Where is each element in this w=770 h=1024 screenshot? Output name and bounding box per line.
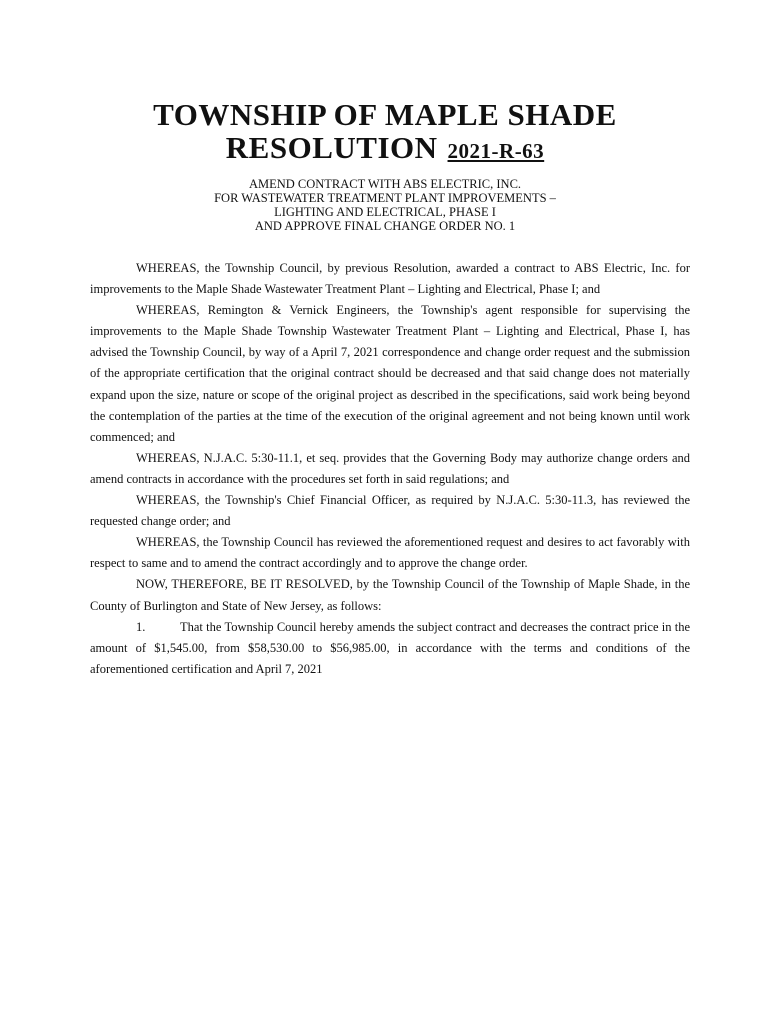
numbered-item-1 <box>90 617 690 680</box>
resolution-title-text: RESOLUTION <box>225 130 438 165</box>
resolution-title <box>0 131 770 168</box>
item-number: 1. <box>136 619 146 634</box>
subject-line: AND APPROVE FINAL CHANGE ORDER NO. 1 <box>254 219 516 233</box>
resolution-number: 2021-R-63 <box>447 139 545 163</box>
subject-line: LIGHTING AND ELECTRICAL, PHASE I <box>274 205 496 219</box>
resolved-paragraph: NOW, THEREFORE, BE IT RESOLVED, by the Township Council of the Township of Maple Shade, in the County of Burlington and State of New Jersey, as follows: <box>90 577 690 613</box>
resolution-body <box>90 258 690 680</box>
township-title <box>0 98 770 132</box>
whereas-paragraph-council: WHEREAS, the Township Council has reviewed the aforementioned request and desires to act favorably with respect to same and to amend the contract accordingly and to approve the change order. <box>90 535 690 571</box>
subject-line: FOR WASTEWATER TREATMENT PLANT IMPROVEMENTS – <box>214 191 556 205</box>
whereas-paragraph-award: WHEREAS, the Township Council, by previous Resolution, awarded a contract to ABS Electric, Inc. for improvements to the Maple Shade Wastewater Treatment Plant – Lighting and Electrical, Phase I; and <box>90 261 690 297</box>
township-title-text: TOWNSHIP OF MAPLE SHADE <box>153 97 617 132</box>
whereas-paragraph-njac: WHEREAS, N.J.A.C. 5:30-11.1, et seq. provides that the Governing Body may authorize change orders and amend contracts in accordance with the procedures set forth in said regulations; and <box>90 450 690 486</box>
whereas-paragraph-engineers: WHEREAS, Remington & Vernick Engineers, the Township's agent responsible for supervising the improvements to the Maple Shade Township Wastewater Treatment Plant – Lighting and Electrical, Phase I, has advised the Township Council, by way of a April 7, 2021 correspondence and change order request and the submission of the appropriate certification that the original contract should be decreased and that said change does not materially expand upon the size, nature or scope of the original project as described in the specifications, said work being beyond the contemplation of the parties at the time of the execution of the original agreement and not being known until work commenced; and <box>90 303 690 444</box>
subject-line: AMEND CONTRACT WITH ABS ELECTRIC, INC. <box>248 177 522 191</box>
whereas-paragraph-cfo: WHEREAS, the Township's Chief Financial Officer, as required by N.J.A.C. 5:30-11.3, has reviewed the requested change order; and <box>90 493 690 529</box>
item-text: That the Township Council hereby amends the subject contract and decreases the contract price in the amount of $1,545.00, from $58,530.00 to $56,985.00, in accordance with the terms and conditions of the aforementioned certification and April 7, 2021 <box>90 619 690 676</box>
resolution-subject <box>0 177 770 233</box>
